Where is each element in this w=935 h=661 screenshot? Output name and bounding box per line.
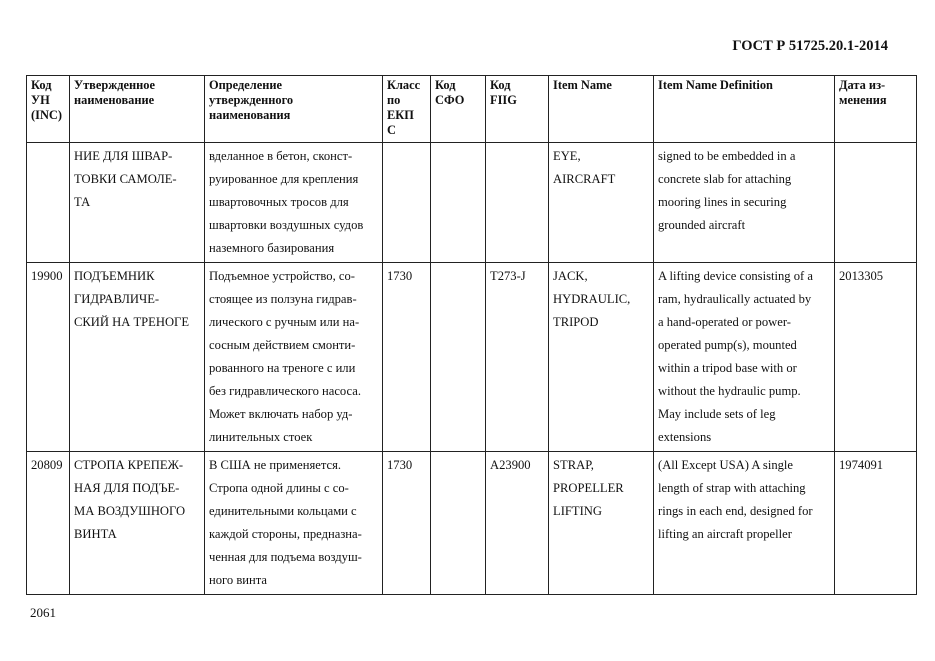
header-item-definition: [654, 76, 835, 143]
catalog-table: [26, 75, 917, 595]
definition-line: швартовочных тросов для: [209, 195, 349, 209]
header-line: Класс: [387, 78, 421, 92]
item-name-line: AIRCRAFT: [553, 172, 616, 186]
item-definition-cell: [654, 452, 835, 595]
definition-line: лического с ручным или на-: [209, 315, 360, 329]
approved-name-line: СКИЙ НА ТРЕНОГЕ: [74, 315, 190, 329]
header-line: наименование: [74, 93, 155, 107]
definition-cell: [205, 143, 383, 263]
item-name-cell: [549, 143, 654, 263]
header-line: Дата из-: [839, 78, 886, 92]
fiig-cell: [486, 143, 549, 263]
approved-name-cell: [70, 143, 205, 263]
sfo-cell: [431, 263, 486, 452]
approved-name-line: СТРОПА КРЕПЕЖ-: [74, 458, 184, 472]
item-definition-line: operated pump(s), mounted: [658, 338, 797, 352]
header-definition: [205, 76, 383, 143]
definition-line: Подъемное устройство, со-: [209, 269, 355, 283]
header-line: FIIG: [490, 93, 517, 107]
item-definition-line: lifting an aircraft propeller: [658, 527, 792, 541]
header-inc: [27, 76, 70, 143]
header-line: Код: [490, 78, 511, 92]
item-definition-cell: [654, 263, 835, 452]
header-line: менения: [839, 93, 887, 107]
header-line: Item Name Definition: [658, 78, 773, 92]
definition-line: сосным действием смонти-: [209, 338, 356, 352]
class-cell: 1730: [383, 263, 431, 452]
item-definition-line: signed to be embedded in a: [658, 149, 796, 163]
definition-line: руированное для крепления: [209, 172, 359, 186]
header-approved-name: [70, 76, 205, 143]
definition-line: каждой стороны, предназна-: [209, 527, 362, 541]
item-name-line: PROPELLER: [553, 481, 624, 495]
item-name-cell: [549, 452, 654, 595]
table-row: [27, 143, 917, 263]
inc-code-cell: [27, 143, 70, 263]
item-definition-line: ram, hydraulically actuated by: [658, 292, 812, 306]
header-class: [383, 76, 431, 143]
header-line: по: [387, 93, 401, 107]
header-item-name: [549, 76, 654, 143]
definition-line: В США не применяется.: [209, 458, 342, 472]
item-definition-cell: [654, 143, 835, 263]
item-definition-line: within a tripod base with or: [658, 361, 797, 375]
approved-name-cell: [70, 452, 205, 595]
header-line: Утвержденное: [74, 78, 155, 92]
approved-name-line: ТОВКИ САМОЛЕ-: [74, 172, 177, 186]
item-definition-line: (All Except USA) A single: [658, 458, 794, 472]
approved-name-cell: [70, 263, 205, 452]
header-line: наименования: [209, 108, 291, 122]
approved-name-line: ГИДРАВЛИЧЕ-: [74, 292, 160, 306]
definition-line: единительными кольцами с: [209, 504, 357, 518]
item-definition-line: mooring lines in securing: [658, 195, 787, 209]
definition-line: наземного базирования: [209, 241, 335, 255]
table-row: [27, 263, 917, 452]
class-cell: [383, 143, 431, 263]
class-cell: 1730: [383, 452, 431, 595]
definition-line: Стропа одной длины с со-: [209, 481, 349, 495]
document-title: ГОСТ Р 51725.20.1-2014: [732, 38, 888, 54]
approved-name-line: ВИНТА: [74, 527, 117, 541]
sfo-cell: [431, 452, 486, 595]
definition-line: швартовки воздушных судов: [209, 218, 364, 232]
item-definition-line: extensions: [658, 430, 712, 444]
header-line: Код: [31, 78, 52, 92]
item-name-line: JACK,: [553, 269, 588, 283]
inc-code-cell: 20809: [27, 452, 70, 595]
item-definition-line: grounded aircraft: [658, 218, 746, 232]
header-sfo: [431, 76, 486, 143]
approved-name-line: НАЯ ДЛЯ ПОДЪЕ-: [74, 481, 180, 495]
approved-name-line: НИЕ ДЛЯ ШВАР-: [74, 149, 173, 163]
change-date-cell: 2013305: [835, 263, 917, 452]
item-definition-line: length of strap with attaching: [658, 481, 806, 495]
header-line: Код: [435, 78, 456, 92]
item-name-cell: [549, 263, 654, 452]
header-line: Item Name: [553, 78, 612, 92]
item-definition-line: a hand-operated or power-: [658, 315, 791, 329]
inc-code-cell: 19900: [27, 263, 70, 452]
header-line: (INC): [31, 108, 62, 122]
definition-cell: [205, 263, 383, 452]
fiig-cell: A23900: [486, 452, 549, 595]
item-definition-line: without the hydraulic pump.: [658, 384, 801, 398]
item-name-line: HYDRAULIC,: [553, 292, 631, 306]
item-definition-line: A lifting device consisting of a: [658, 269, 813, 283]
header-line: Определение: [209, 78, 283, 92]
header-line: УН: [31, 93, 50, 107]
header-change-date: [835, 76, 917, 143]
approved-name-line: ТА: [74, 195, 91, 209]
item-name-line: EYE,: [553, 149, 581, 163]
table-body: [27, 143, 917, 595]
approved-name-line: МА ВОЗДУШНОГО: [74, 504, 186, 518]
definition-line: ного винта: [209, 573, 268, 587]
sfo-cell: [431, 143, 486, 263]
definition-cell: [205, 452, 383, 595]
table-header-row: [27, 76, 917, 143]
definition-line: Может включать набор уд-: [209, 407, 353, 421]
table-row: [27, 452, 917, 595]
header-line: СФО: [435, 93, 465, 107]
header-line: утвержденного: [209, 93, 294, 107]
fiig-cell: T273-J: [486, 263, 549, 452]
approved-name-line: ПОДЪЕМНИК: [74, 269, 155, 283]
item-definition-line: rings in each end, designed for: [658, 504, 813, 518]
header-fiig: [486, 76, 549, 143]
item-definition-line: May include sets of leg: [658, 407, 776, 421]
definition-line: стоящее из ползуна гидрав-: [209, 292, 357, 306]
definition-line: рованного на треноге с или: [209, 361, 356, 375]
header-line: С: [387, 123, 396, 137]
item-definition-line: concrete slab for attaching: [658, 172, 792, 186]
definition-line: без гидравлического насоса.: [209, 384, 362, 398]
item-name-line: STRAP,: [553, 458, 594, 472]
item-name-line: TRIPOD: [553, 315, 599, 329]
definition-line: линительных стоек: [209, 430, 313, 444]
page-number: 2061: [30, 605, 56, 620]
change-date-cell: [835, 143, 917, 263]
change-date-cell: 1974091: [835, 452, 917, 595]
definition-line: вделанное в бетон, сконст-: [209, 149, 353, 163]
item-name-line: LIFTING: [553, 504, 602, 518]
definition-line: ченная для подъема воздуш-: [209, 550, 362, 564]
header-line: ЕКП: [387, 108, 414, 122]
